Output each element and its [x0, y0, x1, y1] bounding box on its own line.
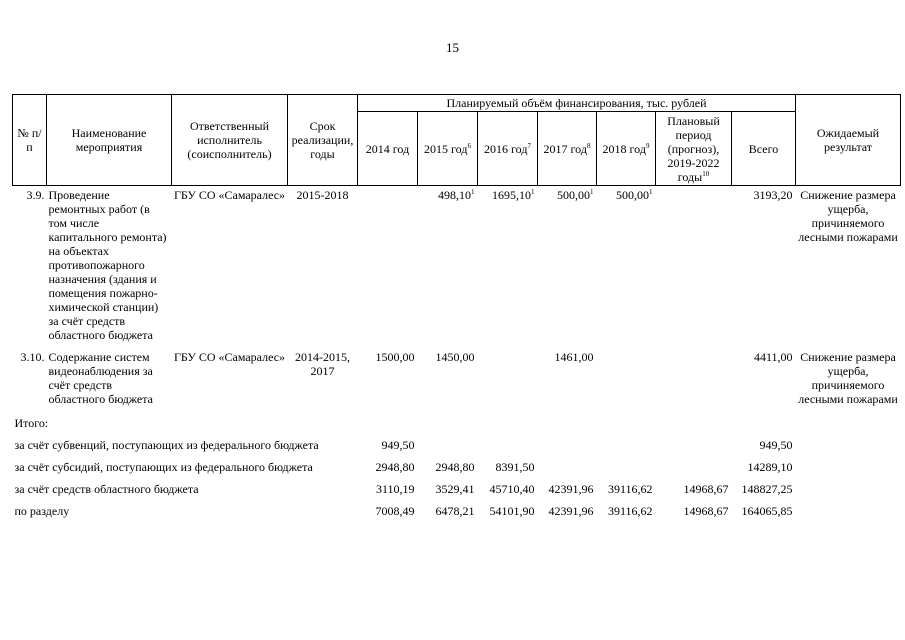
cell-2016: 1695,10$^1$ [492, 188, 535, 202]
footnote-mark: 9 [645, 141, 650, 150]
header-2015: 2015 год$^6$ [418, 112, 478, 186]
cell-2016: 8391,50 [495, 460, 535, 474]
row-num: 3.10. [20, 350, 45, 364]
cell-2015: 6478,21 [435, 504, 475, 518]
summary-row [13, 456, 901, 478]
header-plan-period: Плановый период (прогноз), 2019-2022 годы$^{10}$ [656, 112, 732, 186]
summary-label: за счёт средств областного бюджета [14, 482, 199, 496]
cell-2017: 42391,96 [548, 504, 594, 518]
summary-row [13, 500, 901, 522]
totals-label: Итого: [14, 416, 49, 430]
cell-2014: 7008,49 [375, 504, 415, 518]
cell-2015: 2948,80 [435, 460, 475, 474]
header-plan-group: Планируемый объём финансирования, тыс. рублей [358, 95, 796, 112]
summary-row [13, 434, 901, 456]
cell-total: 148827,25 [741, 482, 793, 496]
header-num: № п/п [13, 95, 47, 186]
footnote-mark: 10 [702, 169, 710, 178]
cell-2018 [597, 456, 656, 478]
cell-2015: 498,10$^1$ [438, 188, 475, 202]
row-executor: ГБУ СО «Самаралес» [173, 188, 286, 202]
summary-label: по разделу [14, 504, 70, 518]
cell-total: 3193,20 [753, 188, 793, 202]
summary-label: за счёт субвенций, поступающих из федерального бюджета [14, 438, 319, 452]
cell-total: 14289,10 [747, 460, 793, 474]
cell-total: 4411,00 [753, 350, 793, 364]
header-2014: 2014 год [358, 112, 418, 186]
cell-2016: 54101,90 [489, 504, 535, 518]
header-executor: Ответственный исполнитель (соисполнитель) [172, 95, 288, 186]
row-term: 2015-2018 [296, 188, 349, 202]
header-term: Срок реализации, годы [288, 95, 358, 186]
header-name: Наименование мероприятия [47, 95, 172, 186]
cell-2018 [597, 434, 656, 456]
footnote-mark: 8 [586, 141, 591, 150]
cell-plan [656, 348, 732, 412]
cell-2016: 45710,40 [489, 482, 535, 496]
cell-plan [656, 456, 732, 478]
cell-2018 [597, 348, 656, 412]
table-row [13, 186, 901, 349]
cell-2018: 500,00$^1$ [616, 188, 653, 202]
totals-heading-row [13, 412, 901, 434]
financing-table [12, 94, 901, 522]
cell-2018: 39116,62 [607, 504, 653, 518]
row-term: 2014-2015, 2017 [295, 350, 350, 378]
header-2018: 2018 год$^9$ [597, 112, 656, 186]
cell-plan [656, 434, 732, 456]
cell-2015: 3529,41 [435, 482, 475, 496]
cell-2017 [538, 456, 597, 478]
cell-2014: 2948,80 [375, 460, 415, 474]
header-total: Всего [732, 112, 796, 186]
row-executor: ГБУ СО «Самаралес» [173, 350, 286, 364]
cell-2015: 1450,00 [435, 350, 475, 364]
cell-total: 164065,85 [741, 504, 793, 518]
cell-total: 949,50 [759, 438, 793, 452]
cell-2014: 1500,00 [375, 350, 415, 364]
cell-2017: 500,00$^1$ [557, 188, 594, 202]
cell-plan: 14968,67 [683, 504, 729, 518]
cell-2016 [478, 434, 538, 456]
cell-2017: 1461,00 [554, 350, 594, 364]
header-2016: 2016 год$^7$ [478, 112, 538, 186]
footnote-mark: 6 [467, 141, 471, 150]
summary-label: за счёт субсидий, поступающих из федерального бюджета [14, 460, 313, 474]
cell-2018: 39116,62 [607, 482, 653, 496]
row-num: 3.9. [26, 188, 45, 202]
cell-plan [656, 186, 732, 349]
cell-2016 [478, 348, 538, 412]
cell-2014: 3110,19 [375, 482, 415, 496]
row-result: Снижение размера ущерба, причиняемого лесными пожарами [798, 350, 898, 406]
row-name: Проведение ремонтных работ (в том числе капитального ремонта) на объектах противопожарного назначения (здания и помещения пожарно-химической станции) за счёт средств областного бюджета [48, 188, 167, 342]
row-name: Содержание систем видеонаблюдения за счёт средств областного бюджета [48, 350, 153, 406]
cell-2017 [538, 434, 597, 456]
cell-2014: 949,50 [381, 438, 415, 452]
footnote-mark: 7 [527, 141, 531, 150]
row-result: Снижение размера ущерба, причиняемого лесными пожарами [798, 188, 898, 244]
page-number: 15 [446, 40, 459, 55]
summary-row [13, 478, 901, 500]
cell-2015 [418, 434, 478, 456]
cell-plan: 14968,67 [683, 482, 729, 496]
cell-2017: 42391,96 [548, 482, 594, 496]
cell-2014 [358, 186, 418, 349]
header-result: Ожидаемый результат [796, 95, 901, 186]
header-2017: 2017 год$^8$ [538, 112, 597, 186]
table-row [13, 348, 901, 412]
